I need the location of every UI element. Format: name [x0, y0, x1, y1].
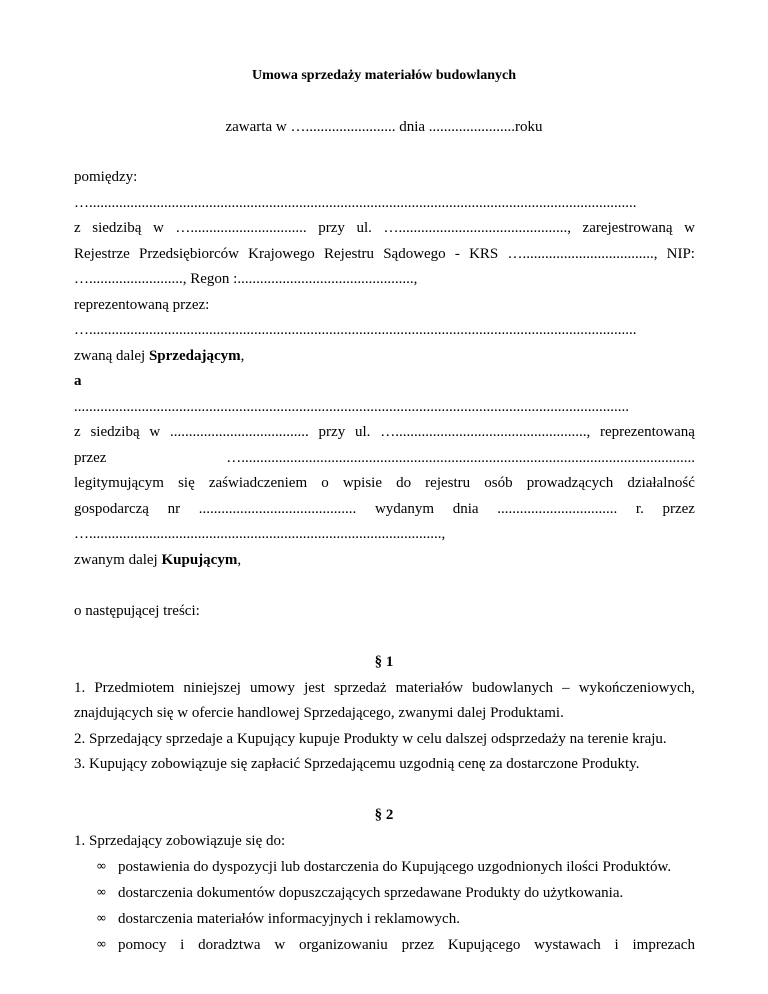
word: się: [178, 475, 195, 491]
word: doradztwa: [198, 937, 261, 953]
word: osób: [484, 475, 513, 491]
section1-paragraph1: [74, 679, 695, 697]
word: 1.: [74, 680, 86, 696]
word: przy: [318, 220, 345, 236]
word: materiałów: [395, 680, 464, 696]
word: legitymującym: [74, 475, 164, 491]
seller-designation-suffix: ,: [240, 348, 245, 364]
word: przy: [318, 424, 346, 440]
word: sprzedaż: [334, 680, 387, 696]
word: –: [562, 680, 570, 696]
word: …...................................,: [507, 246, 658, 262]
section2-intro: 1. Sprzedający zobowiązuje się do:: [74, 833, 286, 849]
buyer-designation-prefix: zwanym dalej: [74, 552, 162, 568]
word: do: [396, 475, 412, 491]
word: gospodarczą: [74, 501, 149, 517]
document-title: Umowa sprzedaży materiałów budowlanych: [251, 68, 517, 83]
section2-bullet-2: dostarczenia dokumentów dopuszczających sprzedawane Produkty do użytkowania.: [118, 885, 624, 901]
word: pomocy: [118, 937, 167, 953]
party2-legitimation-line: [74, 474, 695, 492]
word: w: [152, 220, 164, 236]
word: z: [74, 424, 81, 440]
word: nr: [167, 501, 181, 517]
bullet-icon: ∞: [96, 911, 107, 926]
word: r.: [635, 501, 644, 517]
party1-represented-label: reprezentowaną przez:: [74, 297, 210, 313]
word: Rejestrze: [74, 246, 130, 262]
word: siedzibą: [92, 220, 142, 236]
word: w: [149, 424, 161, 440]
word: dnia: [452, 501, 479, 517]
word: w: [684, 220, 695, 236]
section2-bullet-4: [118, 936, 695, 954]
buyer-designation: [74, 551, 695, 569]
word: ….............................................,: [383, 220, 571, 236]
word: …...................................................,: [380, 424, 591, 440]
word: jest: [304, 680, 325, 696]
word: wydanym: [374, 501, 435, 517]
word: wykończeniowych,: [578, 680, 695, 696]
word: NIP:: [666, 246, 695, 262]
word: Przedmiotem: [94, 680, 175, 696]
word: i: [180, 937, 185, 953]
word: wystawach: [534, 937, 601, 953]
bullet-icon: ∞: [96, 859, 107, 874]
word: o: [321, 475, 329, 491]
section1-heading: § 1: [374, 654, 394, 670]
contract-place-date: zawarta w …........................ dnia .......................roku: [225, 119, 543, 135]
and-label: a: [74, 373, 82, 389]
party1-register-line: [74, 245, 695, 263]
party2-name-line: ....................................................................................................................................................: [74, 399, 629, 415]
seller-designation: [74, 347, 695, 365]
party1-represented-line: …..................................................................................................................................................: [74, 322, 637, 338]
word: organizowaniu: [298, 937, 388, 953]
party2-registration-line: [74, 500, 695, 518]
party2-address-line: [74, 423, 695, 441]
word: Kupującego: [447, 937, 521, 953]
section2-bullet-1: postawienia do dyspozycji lub dostarczenia do Kupującego uzgodnionych ilości Produktów.: [118, 859, 672, 875]
word: Sądowego: [383, 246, 446, 262]
word: prowadzących: [526, 475, 614, 491]
word: ….........................................................................................................................: [226, 450, 695, 466]
section2-heading: § 2: [374, 807, 394, 823]
word: ul.: [356, 220, 372, 236]
between-label: pomiędzy:: [74, 169, 138, 185]
word: z: [74, 220, 81, 236]
word: siedzibą: [90, 424, 140, 440]
word: …...............................: [175, 220, 307, 236]
buyer-name: Kupującym: [161, 552, 238, 568]
word: i: [614, 937, 619, 953]
word: reprezentowaną: [599, 424, 695, 440]
content-label: o następującej treści:: [74, 603, 200, 619]
word: ..........................................: [198, 501, 357, 517]
section1-paragraph3: 3. Kupujący zobowiązuje się zapłacić Sprzedającemu uzgodnią cenę za dostarczone Produkty.: [74, 756, 640, 772]
word: budowlanych: [472, 680, 553, 696]
word: rejestru: [425, 475, 471, 491]
word: Rejestru: [324, 246, 374, 262]
bullet-icon: ∞: [96, 937, 107, 952]
party2-przez-line: [74, 449, 695, 467]
word: ul.: [354, 424, 371, 440]
word: umowy: [250, 680, 295, 696]
party1-nip-regon-line: …........................., Regon :...............................................,: [74, 271, 418, 287]
section1-paragraph2: 2. Sprzedający sprzedaje a Kupujący kupuje Produkty w celu dalszej odsprzedaży na terenie kraju.: [74, 731, 667, 747]
bullet-icon: ∞: [96, 885, 107, 900]
word: przez: [401, 937, 435, 953]
word: zaświadczeniem: [208, 475, 308, 491]
section1-paragraph1-cont: znajdujących się w ofercie handlowej Sprzedającego, zwanymi dalej Produktami.: [74, 705, 564, 721]
party1-address-line: [74, 219, 695, 237]
section2-bullet-3: dostarczenia materiałów informacyjnych i reklamowych.: [118, 911, 460, 927]
word: przez: [74, 450, 107, 466]
word: .....................................: [170, 424, 309, 440]
word: zarejestrowaną: [582, 220, 673, 236]
word: -: [454, 246, 460, 262]
seller-designation-prefix: zwaną dalej: [74, 348, 149, 364]
word: KRS: [469, 246, 499, 262]
buyer-designation-suffix: ,: [237, 552, 242, 568]
seller-name: Sprzedającym: [148, 348, 241, 364]
party2-issued-by-line: …..............................................................................................,: [74, 526, 446, 542]
word: Krajowego: [248, 246, 315, 262]
word: ................................: [497, 501, 618, 517]
word: imprezach: [632, 937, 695, 953]
word: przez: [662, 501, 695, 517]
party1-name-line: …..................................................................................................................................................: [74, 195, 637, 211]
word: wpisie: [342, 475, 382, 491]
word: działalność: [627, 475, 695, 491]
word: niniejszej: [183, 680, 241, 696]
word: Przedsiębiorców: [139, 246, 239, 262]
word: w: [274, 937, 286, 953]
